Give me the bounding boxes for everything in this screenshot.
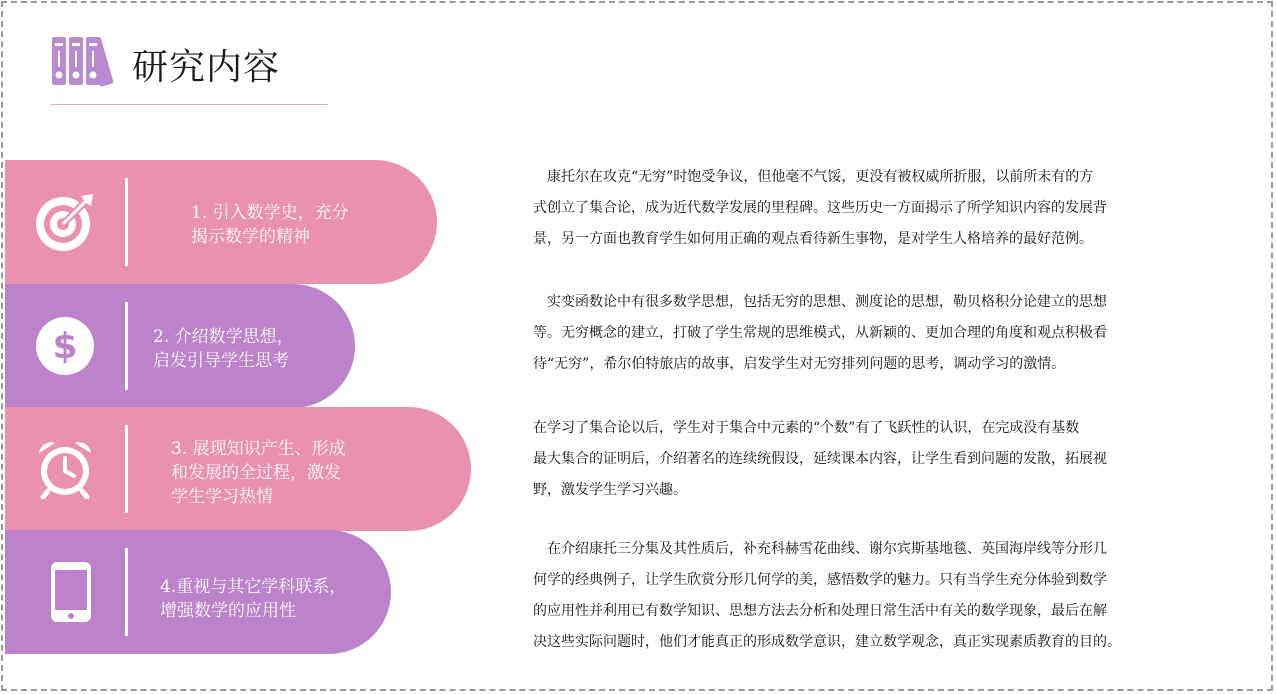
content-item-3 <box>5 407 471 531</box>
paragraph-line: 最大集合的证明后，介绍著名的连续统假设，延续课本内容，让学生看到问题的发散，拓展视 <box>533 451 1107 467</box>
item-label <box>171 437 346 509</box>
paragraph-line: 实变函数论中有很多数学思想，包括无穷的思想、测度论的思想，勒贝格积分论建立的思想 <box>533 294 1107 310</box>
item-label-line: 4.重视与其它学科联系， <box>160 577 347 597</box>
item-label <box>160 575 346 623</box>
item-divider <box>125 548 128 636</box>
content-item-2 <box>5 284 355 408</box>
item-label-line: 学生学习热情 <box>171 487 273 507</box>
paragraph-line: 野，激发学生学习兴趣。 <box>533 482 687 498</box>
item-label <box>153 325 294 373</box>
item-label-line: 3. 展现知识产生、形成 <box>171 439 346 459</box>
paragraph-line: 在学习了集合论以后，学生对于集合中元素的“个数”有了飞跃性的认识，在完成没有基数 <box>533 420 1080 436</box>
paragraph-line: 等。无穷概念的建立，打破了学生常规的思维模式，从新颖的、更加合理的角度和观点积极看 <box>533 325 1107 341</box>
paragraph-line: 在介绍康托三分集及其性质后，补充科赫雪花曲线、谢尔宾斯基地毯、英国海岸线等分形几 <box>533 541 1107 557</box>
content-item-4 <box>5 530 391 654</box>
smartphone-icon <box>41 562 101 622</box>
item-label-line: 增强数学的应用性 <box>160 601 296 621</box>
item-label-line: 启发引导学生思考 <box>153 351 289 371</box>
item-label-line: 揭示数学的精神 <box>191 227 310 247</box>
target-icon <box>35 192 95 252</box>
svg-text:$: $ <box>52 326 78 367</box>
item-label <box>191 201 349 249</box>
paragraph-line: 的应用性并利用已有数学知识、思想方法去分析和处理日常生活中有关的数学现象，最后在解 <box>533 603 1107 619</box>
alarm-clock-icon <box>35 439 95 499</box>
item-label-line: 2. 介绍数学思想， <box>153 327 294 347</box>
item-divider <box>125 178 128 266</box>
binders-icon <box>50 33 118 91</box>
title-underline <box>50 104 328 105</box>
paragraph-line: 式创立了集合论，成为近代数学发展的里程碑。这些历史一方面揭示了所学知识内容的发展背 <box>533 200 1107 216</box>
paragraph-line: 决这些实际问题时，他们才能真正的形成数学意识，建立数学观念，真正实现素质教育的目的。 <box>533 634 1121 650</box>
page-title: 研究内容 <box>132 47 281 88</box>
content-item-1 <box>5 160 437 284</box>
item-label-line: 1. 引入数学史，充分 <box>191 203 349 223</box>
dollar-coin-icon <box>35 316 95 376</box>
paragraph-1 <box>533 162 1233 255</box>
item-divider <box>125 302 128 390</box>
paragraph-3 <box>533 413 1233 506</box>
paragraph-line: 景，另一方面也教育学生如何用正确的观点看待新生事物，是对学生人格培养的最好范例。 <box>533 231 1093 247</box>
item-label-line: 和发展的全过程，激发 <box>171 463 341 483</box>
paragraph-2 <box>533 287 1233 380</box>
paragraph-line: 待“无穷”，希尔伯特旅店的故事，启发学生对无穷排列问题的思考，调动学习的激情。 <box>533 356 1066 372</box>
paragraph-line: 何学的经典例子，让学生欣赏分形几何学的美，感悟数学的魅力。只有当学生充分体验到数学 <box>533 572 1107 588</box>
item-divider <box>125 425 128 513</box>
paragraph-4 <box>533 534 1233 658</box>
paragraph-line: 康托尔在攻克“无穷”时饱受争议，但他毫不气馁，更没有被权威所折服，以前所未有的方 <box>533 169 1094 185</box>
